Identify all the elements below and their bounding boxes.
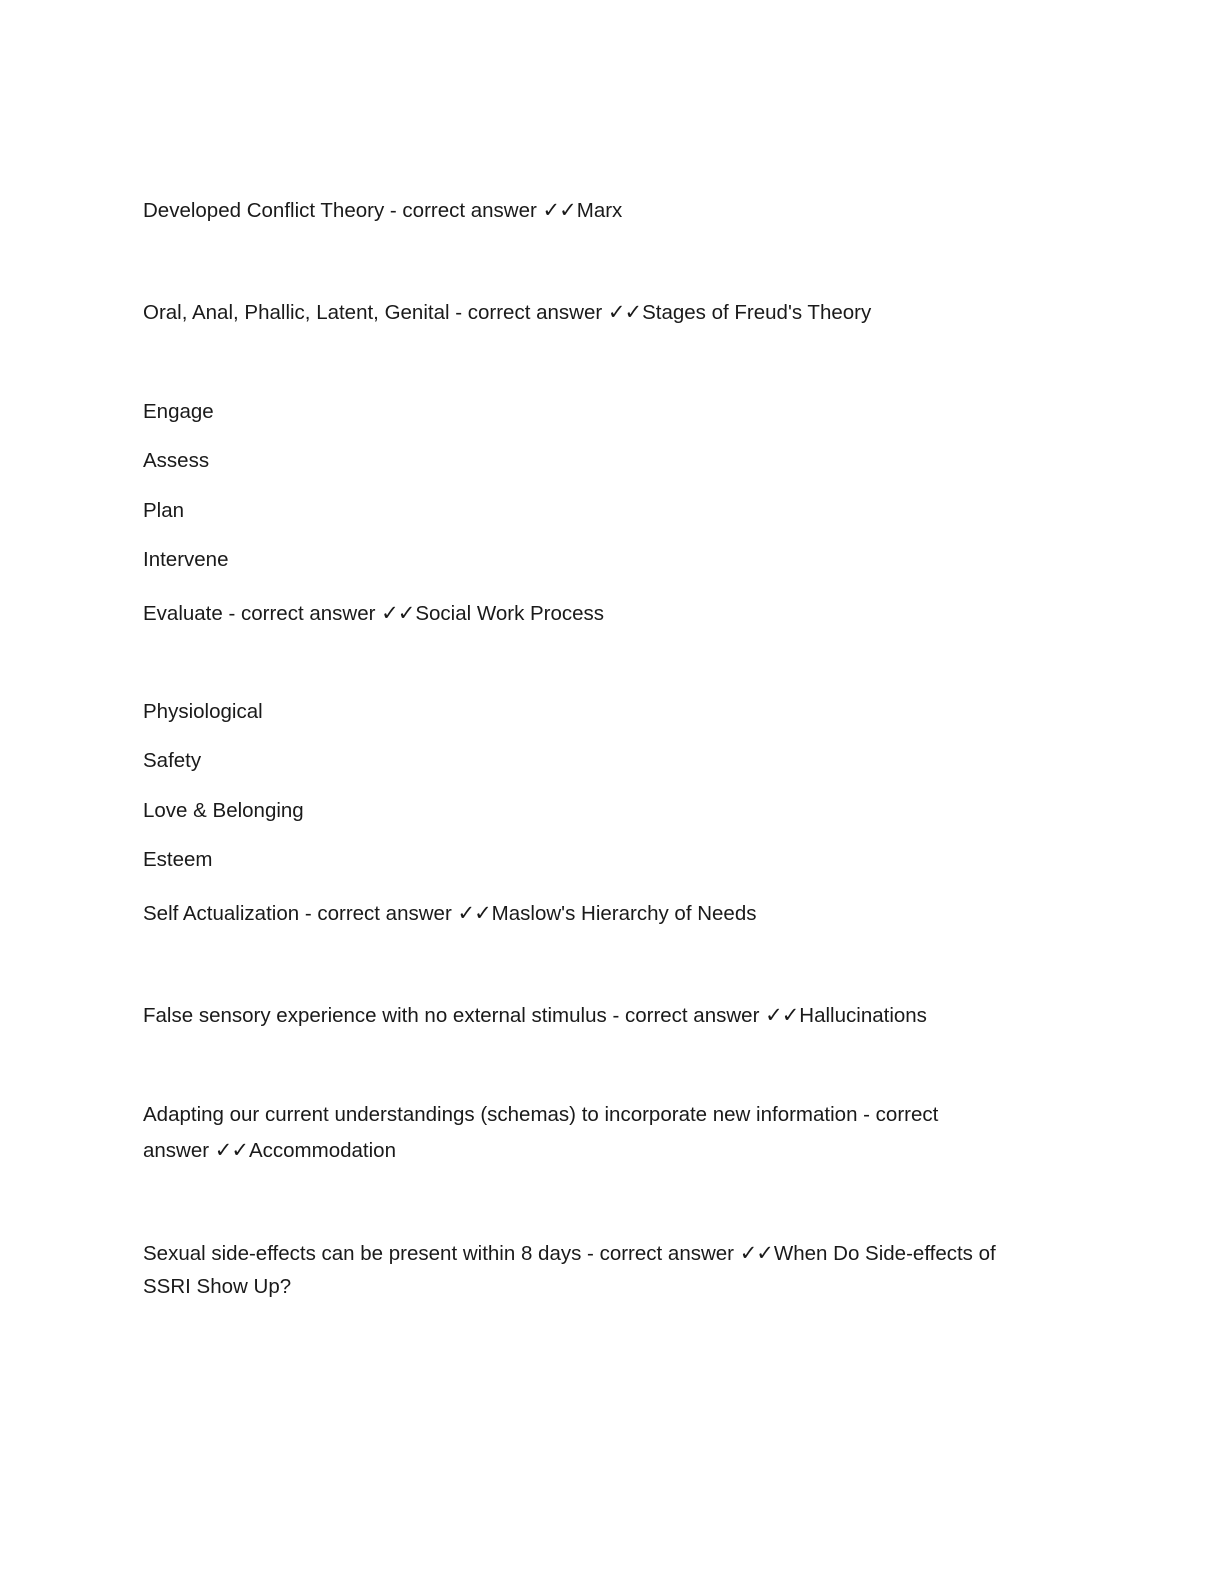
question-text: answer <box>143 1139 215 1162</box>
list-item: Intervene <box>143 548 229 571</box>
question-text: False sensory experience with no external stimulus - correct answer <box>143 1004 766 1027</box>
double-check-icon: ✓✓ <box>381 601 415 625</box>
list-item: Love & Belonging <box>143 799 304 822</box>
answer-text: Hallucinations <box>799 1004 927 1027</box>
qa-entry-social-work-process <box>143 600 1063 627</box>
qa-entry-conflict-theory <box>143 197 1063 224</box>
qa-entry-freud-stages <box>143 299 1063 326</box>
double-check-icon: ✓✓ <box>457 901 491 925</box>
list-item: Assess <box>143 449 210 472</box>
question-text: Developed Conflict Theory - correct answer <box>143 199 543 222</box>
qa-entry-hallucinations <box>143 1002 1063 1029</box>
double-check-icon: ✓✓ <box>739 1241 773 1265</box>
list-item: Plan <box>143 499 185 522</box>
question-text: Adapting our current understandings (schemas) to incorporate new information - correct <box>143 1103 939 1126</box>
answer-text: Social Work Process <box>415 602 605 625</box>
question-text: Sexual side-effects can be present within 8 days - correct answer <box>143 1242 740 1265</box>
answer-text: Accommodation <box>248 1139 396 1162</box>
list-item: Esteem <box>143 848 213 871</box>
answer-text: Stages of Freud's Theory <box>642 301 872 324</box>
answer-text: SSRI Show Up? <box>143 1275 292 1298</box>
qa-entry-accommodation <box>143 1137 1063 1164</box>
double-check-icon: ✓✓ <box>607 300 642 324</box>
double-check-icon: ✓✓ <box>765 1003 799 1027</box>
list-item: Engage <box>143 400 214 423</box>
question-text: Oral, Anal, Phallic, Latent, Genital - correct answer <box>143 301 608 324</box>
answer-text: When Do Side-effects of <box>773 1242 996 1265</box>
question-text: Self Actualization - correct answer <box>143 902 458 925</box>
list-item: Physiological <box>143 700 263 723</box>
double-check-icon: ✓✓ <box>542 198 576 222</box>
question-text: Evaluate - correct answer <box>143 602 382 625</box>
qa-entry-ssri <box>143 1240 1063 1267</box>
qa-entry-maslow <box>143 900 1063 927</box>
answer-text: Maslow's Hierarchy of Needs <box>491 902 757 925</box>
list-item: Safety <box>143 749 202 772</box>
answer-text: Marx <box>576 199 623 222</box>
double-check-icon: ✓✓ <box>214 1138 248 1162</box>
